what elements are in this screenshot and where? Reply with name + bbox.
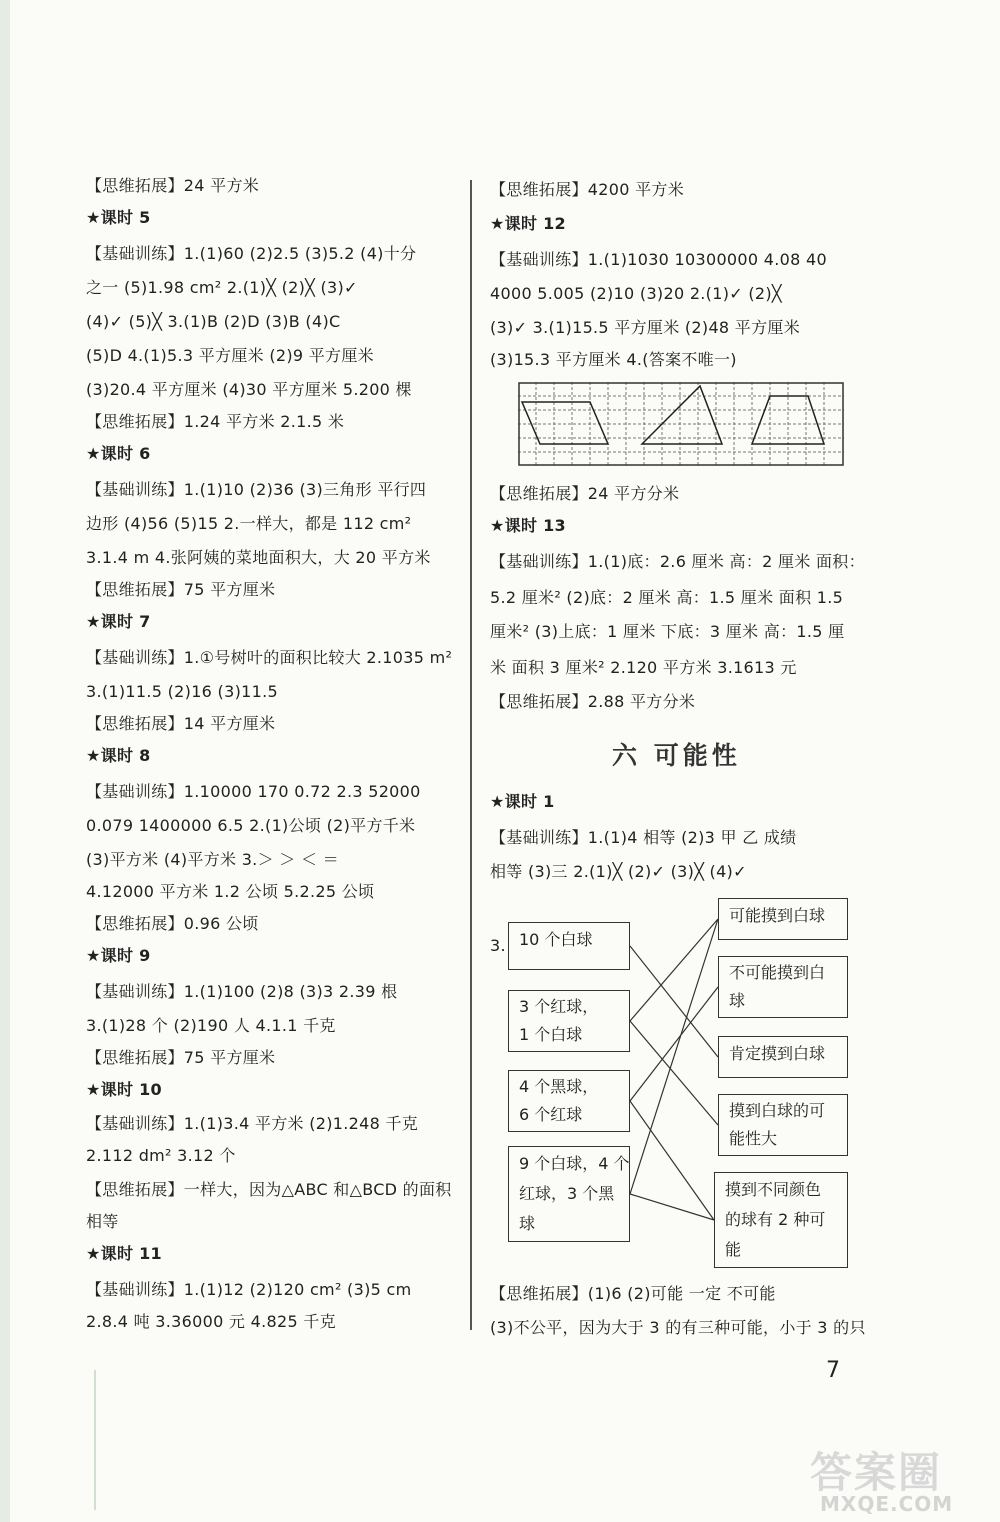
left-box-2: 3 个红球， 1 个白球 (508, 990, 630, 1052)
answer-line: 厘米² (3)上底：1 厘米 下底：3 厘米 高：1.5 厘 (490, 622, 845, 641)
answer-line: 0.079 1400000 6.5 2.(1)公顷 (2)平方千米 (86, 816, 416, 835)
answer-line: 3.(1)28 个 (2)190 人 4.1.1 千克 (86, 1016, 336, 1035)
answer-line: (3)20.4 平方厘米 (4)30 平方厘米 5.200 棵 (86, 380, 412, 399)
answer-line: 5.2 厘米² (2)底：2 厘米 高：1.5 厘米 面积 1.5 (490, 588, 844, 607)
answer-line: 4000 5.005 (2)10 (3)20 2.(1)✓ (2)╳ (490, 284, 782, 303)
answer-line: 2.8.4 吨 3.36000 元 4.825 千克 (86, 1312, 336, 1331)
watermark-url: MXQE.COM (820, 1492, 954, 1516)
right-box-5: 摸到不同颜色 的球有 2 种可 能 (714, 1172, 848, 1268)
answer-line: (4)✓ (5)╳ 3.(1)B (2)D (3)B (4)C (86, 312, 341, 331)
answer-line: 【基础训练】1.①号树叶的面积比较大 2.1035 m² (86, 648, 453, 667)
answer-line: (3)15.3 平方厘米 4.(答案不唯一) (490, 350, 737, 369)
answer-line: (3)不公平，因为大于 3 的有三种可能，小于 3 的只 (490, 1318, 866, 1337)
lesson-heading: ★课时 7 (86, 612, 151, 631)
answer-line: 【基础训练】1.(1)10 (2)36 (3)三角形 平行四 (86, 480, 427, 499)
answer-line: 【基础训练】1.(1)100 (2)8 (3)3 2.39 根 (86, 982, 398, 1001)
right-box-3: 肯定摸到白球 (718, 1036, 848, 1078)
lesson-heading: ★课时 8 (86, 746, 151, 765)
answer-line: (3)平方米 (4)平方米 3.＞ ＞ ＜ ＝ (86, 850, 339, 869)
answer-line: 【基础训练】1.(1)60 (2)2.5 (3)5.2 (4)十分 (86, 244, 417, 263)
answer-line: 【思维拓展】(1)6 (2)可能 一定 不可能 (490, 1284, 776, 1303)
lesson-heading: ★课时 1 (490, 792, 555, 811)
answer-line: 【思维拓展】14 平方厘米 (86, 714, 276, 733)
answer-line: 米 面积 3 厘米² 2.120 平方米 3.1613 元 (490, 658, 797, 677)
answer-line: (3)✓ 3.(1)15.5 平方厘米 (2)48 平方厘米 (490, 318, 800, 337)
answer-line: 【思维拓展】一样大，因为△ABC 和△BCD 的面积 (86, 1180, 452, 1199)
answer-line: 2.112 dm² 3.12 个 (86, 1146, 236, 1165)
answer-line: 【基础训练】1.(1)4 相等 (2)3 甲 乙 成绩 (490, 828, 797, 847)
lesson-heading: ★课时 13 (490, 516, 566, 535)
question-number: 3. (490, 936, 506, 955)
answer-line: 【基础训练】1.10000 170 0.72 2.3 52000 (86, 782, 421, 801)
left-box-1: 10 个白球 (508, 922, 630, 970)
answer-line: 【思维拓展】1.24 平方米 2.1.5 米 (86, 412, 345, 431)
answer-line: 【基础训练】1.(1)3.4 平方米 (2)1.248 千克 (86, 1114, 419, 1133)
section-title: 六 可能性 (612, 741, 741, 770)
lesson-heading: ★课时 10 (86, 1080, 162, 1099)
answer-line: 之一 (5)1.98 cm² 2.(1)╳ (2)╳ (3)✓ (86, 278, 358, 297)
left-box-3: 4 个黑球， 6 个红球 (508, 1070, 630, 1132)
answer-line: 【思维拓展】4200 平方米 (490, 180, 685, 199)
lesson-heading: ★课时 6 (86, 444, 151, 463)
left-box-4: 9 个白球，4 个 红球，3 个黑 球 (508, 1146, 630, 1242)
answer-line: 【思维拓展】75 平方厘米 (86, 580, 276, 599)
answer-line: 4.12000 平方米 1.2 公顷 5.2.25 公顷 (86, 882, 375, 901)
answer-line: 【基础训练】1.(1)1030 10300000 4.08 40 (490, 250, 827, 269)
answer-line: 【思维拓展】75 平方厘米 (86, 1048, 276, 1067)
answer-line: 【思维拓展】24 平方米 (86, 176, 260, 195)
answer-line: 3.(1)11.5 (2)16 (3)11.5 (86, 682, 278, 701)
answer-line: 相等 (86, 1212, 119, 1231)
answer-line: 边形 (4)56 (5)15 2.一样大，都是 112 cm² (86, 514, 412, 533)
watermark-logo: 答案圈 (810, 1448, 943, 1497)
answer-line: 【思维拓展】24 平方分米 (490, 484, 680, 503)
answer-line: 相等 (3)三 2.(1)╳ (2)✓ (3)╳ (4)✓ (490, 862, 747, 881)
answer-line: 【基础训练】1.(1)12 (2)120 cm² (3)5 cm (86, 1280, 412, 1299)
answer-line: 3.1.4 m 4.张阿姨的菜地面积大，大 20 平方米 (86, 548, 431, 567)
page-number: 7 (826, 1358, 840, 1383)
answer-line: 【思维拓展】0.96 公顷 (86, 914, 259, 933)
lesson-heading: ★课时 12 (490, 214, 566, 233)
lesson-heading: ★课时 11 (86, 1244, 162, 1263)
answer-line: 【基础训练】1.(1)底：2.6 厘米 高：2 厘米 面积： (490, 552, 865, 571)
answer-line: (5)D 4.(1)5.3 平方厘米 (2)9 平方厘米 (86, 346, 374, 365)
lesson-heading: ★课时 5 (86, 208, 151, 227)
answer-line: 【思维拓展】2.88 平方分米 (490, 692, 696, 711)
right-box-1: 可能摸到白球 (718, 898, 848, 940)
right-box-4: 摸到白球的可 能性大 (718, 1094, 848, 1156)
right-box-2: 不可能摸到白 球 (718, 956, 848, 1018)
lesson-heading: ★课时 9 (86, 946, 151, 965)
